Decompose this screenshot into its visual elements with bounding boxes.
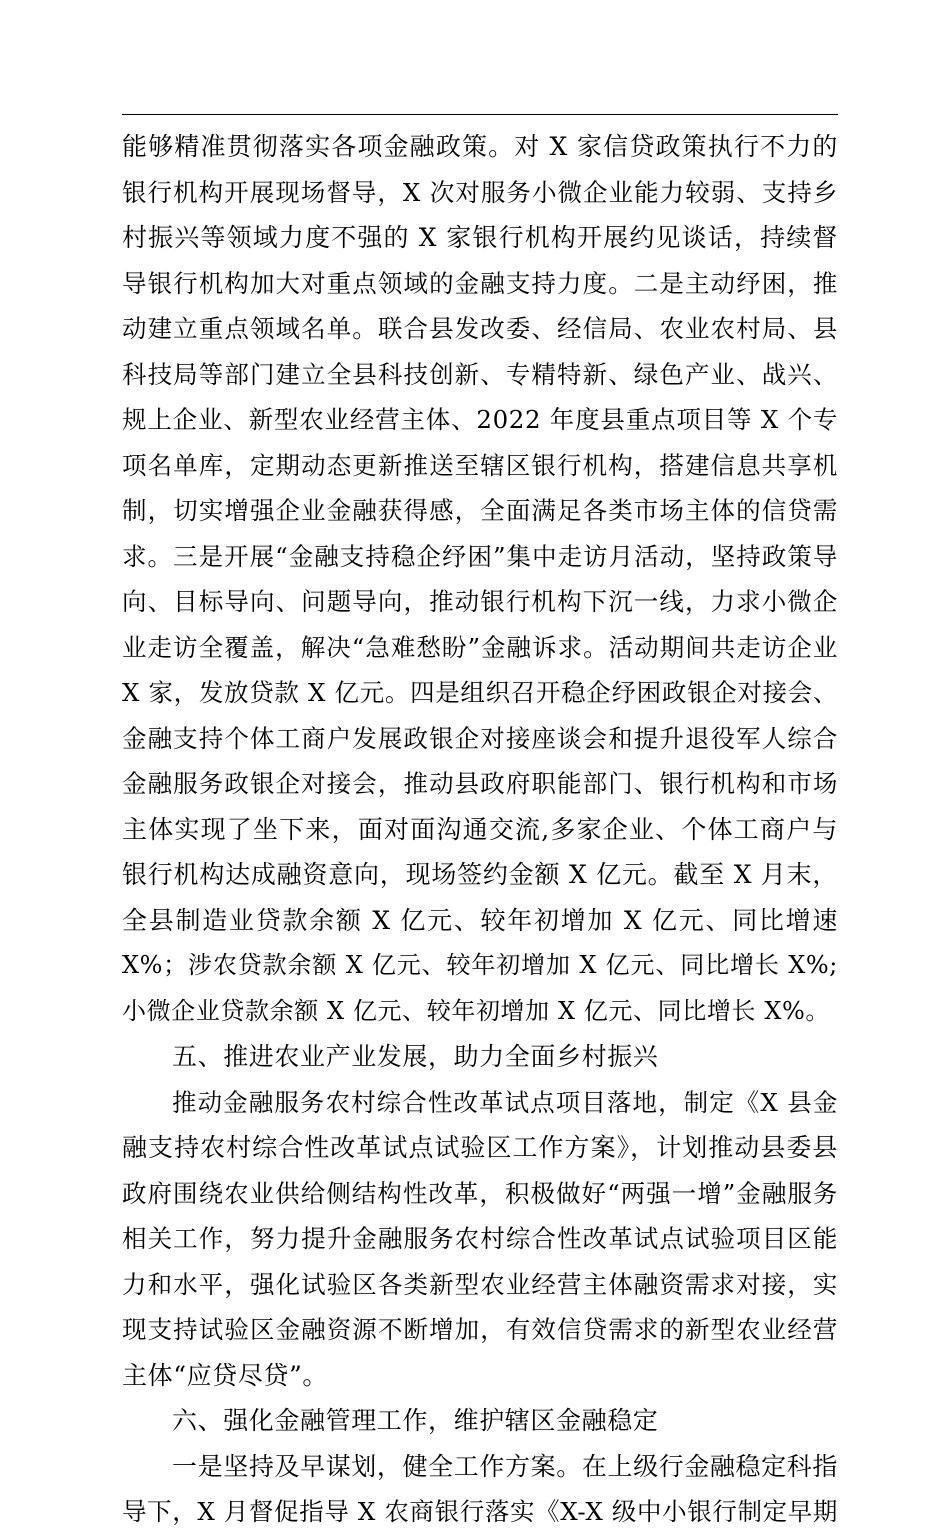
paragraph-line: 银行机构开展现场督导，X 次对服务小微企业能力较弱、支持乡 [122,177,838,207]
paragraph-line: 主体“应贷尽贷”。 [122,1360,328,1390]
paragraph-line: 融支持农村综合性改革试点试验区工作方案》，计划推动县委县 [122,1133,838,1162]
paragraph-line: 金融服务政银企对接会，推动县政府职能部门、银行机构和市场 [122,769,838,798]
paragraph-line: 向、目标导向、问题导向，推动银行机构下沉一线，力求小微企 [122,587,838,616]
section-heading: 六、强化金融管理工作，维护辖区金融稳定 [172,1406,659,1435]
paragraph-line: X 家，发放贷款 X 亿元。四是组织召开稳企纾困政银企对接会、 [122,678,838,707]
paragraph-line: 银行机构达成融资意向，现场签约金额 X 亿元。截至 X 月末， [122,860,838,889]
paragraph-line: 规上企业、新型农业经营主体、2022 年度县重点项目等 X 个专 [122,405,838,434]
header-rule [122,114,838,115]
paragraph-line: 推动金融服务农村综合性改革试点项目落地，制定《X 县金 [172,1087,838,1117]
paragraph-line: 制，切实增强企业金融获得感，全面满足各类市场主体的信贷需 [122,496,838,525]
paragraph-line: 力和水平，强化试验区各类新型农业经营主体融资需求对接，实 [122,1269,838,1299]
document-body [122,124,838,1535]
paragraph-line: 导下，X 月督促指导 X 农商银行落实《X-X 级中小银行制定早期 [122,1497,838,1526]
paragraph-line: 主体实现了坐下来，面对面沟通交流,多家企业、个体工商户与 [122,814,838,844]
paragraph-line: 政府围绕农业供给侧结构性改革，积极做好“两强一增”金融服务 [122,1178,838,1208]
paragraph-line: 相关工作，努力提升金融服务农村综合性改革试点试验项目区能 [122,1224,838,1253]
paragraph-line: 现支持试验区金融资源不断增加，有效信贷需求的新型农业经营 [122,1315,838,1344]
paragraph-line: 小微企业贷款余额 X 亿元、较年初增加 X 亿元、同比增长 X%。 [122,996,831,1025]
paragraph-line: X%；涉农贷款余额 X 亿元、较年初增加 X 亿元、同比增长 X%; [122,951,838,979]
paragraph-line: 动建立重点领域名单。联合县发改委、经信局、农业农村局、县 [122,314,838,343]
paragraph-line: 项名单库，定期动态更新推送至辖区银行机构，搭建信息共享机 [122,450,838,480]
paragraph-line: 村振兴等领域力度不强的 X 家银行机构开展约见谈话，持续督 [122,223,838,252]
paragraph-line: 能够精准贯彻落实各项金融政策。对 X 家信贷政策执行不力的 [122,132,838,161]
paragraph-line: 全县制造业贷款余额 X 亿元、较年初增加 X 亿元、同比增速 [122,905,838,935]
paragraph-line: 导银行机构加大对重点领域的金融支持力度。二是主动纾困，推 [122,268,838,298]
paragraph-line: 科技局等部门建立全县科技创新、专精特新、绿色产业、战兴、 [122,359,838,389]
paragraph-line: 业走访全覆盖，解决“急难愁盼”金融诉求。活动期间共走访企业 [122,632,838,662]
paragraph-line: 一是坚持及早谋划，健全工作方案。在上级行金融稳定科指 [172,1451,838,1481]
section-heading: 五、推进农业产业发展，助力全面乡村振兴 [172,1042,659,1071]
paragraph-line: 求。三是开展“金融支持稳企纾困”集中走访月活动，坚持政策导 [122,541,838,571]
paragraph-line: 金融支持个体工商户发展政银企对接座谈会和提升退役军人综合 [122,723,838,753]
